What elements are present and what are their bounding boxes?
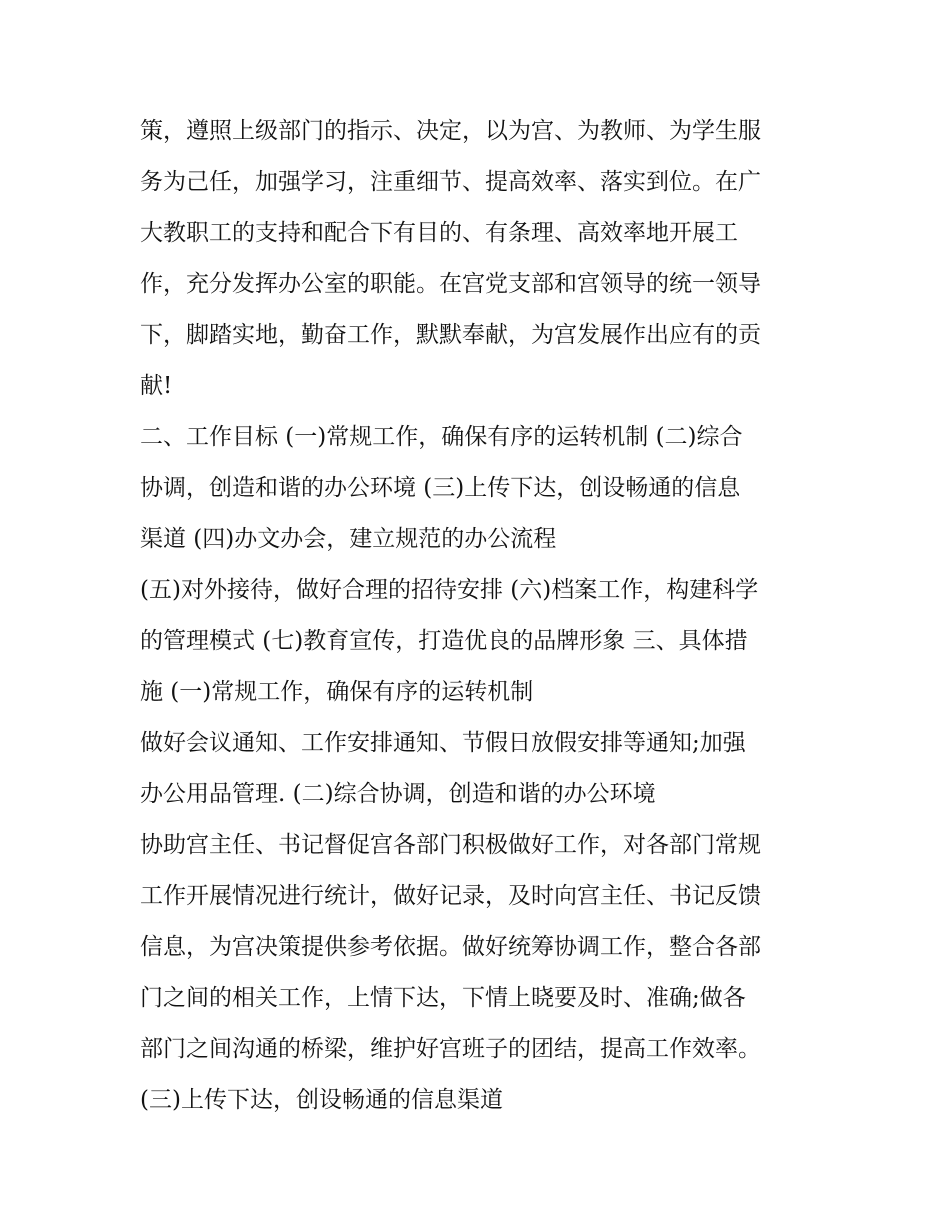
text-line: (五)对外接待，做好合理的招待安排 (六)档案工作，构建科学 [140, 577, 759, 603]
text-line: 协助宫主任、书记督促宫各部门积极做好工作，对各部门常规 [140, 832, 761, 858]
text-line: 献! [140, 373, 173, 399]
text-line: 大教职工的支持和配合下有目的、有条理、高效率地开展工 [140, 220, 738, 246]
text-line: 办公用品管理. (二)综合协调，创造和谐的办公环境 [140, 781, 656, 807]
text-line: 务为己任，加强学习，注重细节、提高效率、落实到位。在广 [140, 169, 761, 195]
text-line: 做好会议通知、工作安排通知、节假日放假安排等通知;加强 [140, 730, 746, 756]
text-line: 的管理模式 (七)教育宣传，打造优良的品牌形象 三、具体措 [140, 628, 748, 654]
text-line: 二、工作目标 (一)常规工作，确保有序的运转机制 (二)综合 [140, 424, 743, 450]
text-line: (三)上传下达，创设畅通的信息渠道 [140, 1087, 503, 1113]
text-line: 门之间的相关工作，上情下达，下情上晓要及时、准确;做各 [140, 985, 746, 1011]
text-line: 策，遵照上级部门的指示、决定，以为宫、为教师、为学生服 [140, 118, 761, 144]
text-line: 施 (一)常规工作，确保有序的运转机制 [140, 679, 534, 705]
text-line: 作，充分发挥办公室的职能。在宫党支部和宫领导的统一领导 [140, 271, 761, 297]
document-body [140, 106, 820, 1126]
text-line: 协调，创造和谐的办公环境 (三)上传下达，创设畅通的信息 [140, 475, 741, 501]
text-line: 渠道 (四)办文办会，建立规范的办公流程 [140, 526, 557, 552]
text-line: 信息，为宫决策提供参考依据。做好统筹协调工作，整合各部 [140, 934, 761, 960]
text-line: 工作开展情况进行统计，做好记录，及时向宫主任、书记反馈 [140, 883, 761, 909]
text-line: 下，脚踏实地，勤奋工作，默默奉献，为宫发展作出应有的贡 [140, 322, 761, 348]
text-line: 部门之间沟通的桥梁，维护好宫班子的团结，提高工作效率。 [140, 1036, 761, 1062]
